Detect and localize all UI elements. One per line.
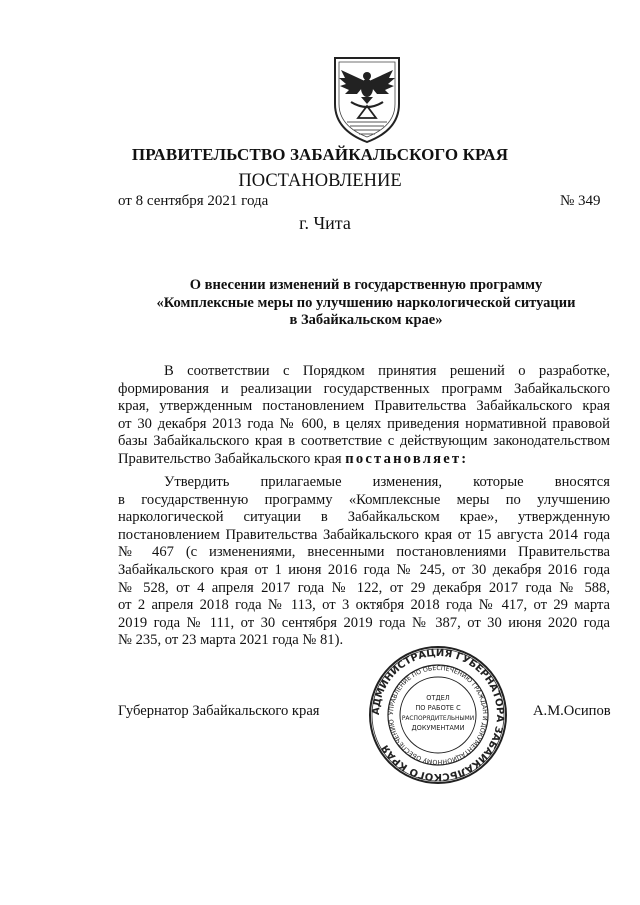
paragraph-line: от 30 декабря 2013 года № 600, в целях приведения нормативной правовой	[118, 415, 610, 432]
coat-of-arms-icon	[327, 52, 407, 146]
seal-center-line: ОТДЕЛ	[426, 694, 450, 702]
paragraph-line: наркологической ситуации в Забайкальском крае», утвержденную	[118, 509, 610, 526]
paragraph-line: формирования и реализации государственных программ Забайкальского	[118, 380, 610, 397]
seal-outer-text: АДМИНИСТРАЦИЯ ГУБЕРНАТОРА ЗАБАЙКАЛЬСКОГО КРАЯ	[370, 647, 506, 783]
paragraph-line: Забайкальского края от 1 июня 2016 года № 245, от 30 декабря 2016 года	[118, 561, 610, 578]
subject-line: «Комплексные меры по улучшению наркологической ситуации	[156, 294, 576, 311]
seal-center-line: ДОКУМЕНТАМИ	[411, 724, 465, 732]
signatory-name: А.М.Осипов	[533, 703, 611, 719]
paragraph-text: Правительство Забайкальского края	[118, 450, 342, 467]
paragraph-line: 2019 года № 111, от 30 сентября 2019 года № 387, от 30 июня 2020 года	[118, 614, 610, 631]
paragraph-line-last	[118, 451, 610, 469]
government-title: ПРАВИТЕЛЬСТВО ЗАБАЙКАЛЬСКОГО КРАЯ	[131, 145, 509, 164]
signatory-position: Губернатор Забайкальского края	[118, 703, 320, 719]
document-type: ПОСТАНОВЛЕНИЕ	[238, 171, 402, 191]
seal-center-line: РАСПОРЯДИТЕЛЬНЫМИ	[401, 716, 475, 722]
paragraph-line: базы Забайкальского края в соответствие с действующим законодательством	[118, 433, 610, 450]
document-date: от 8 сентября 2021 года	[118, 193, 269, 209]
paragraph-line: постановлением Правительства Забайкальского края от 15 августа 2014 года	[118, 526, 610, 543]
paragraph-line: Утвердить прилагаемые изменения, которые вносятся	[164, 474, 610, 490]
preamble-paragraph	[118, 363, 610, 469]
document-city: г. Чита	[299, 213, 351, 233]
paragraph-line: от 2 апреля 2018 года № 113, от 3 октября 2018 года № 417, от 29 марта	[118, 597, 610, 614]
paragraph-line: № 528, от 4 апреля 2017 года № 122, от 29 декабря 2017 года № 588,	[118, 579, 610, 596]
subject-line: О внесении изменений в государственную программу	[189, 277, 543, 293]
paragraph-line: № 235, от 23 марта 2021 года № 81).	[118, 632, 344, 649]
paragraph-line: края, утвержденным постановлением Правительства Забайкальского края	[118, 398, 610, 415]
decree-word: постановляет	[345, 450, 462, 467]
subject-line: в Забайкальском крае»	[289, 312, 443, 329]
seal-inner-text: УПРАВЛЕНИЕ ПО ОБЕСПЕЧЕНИЮ ГРАЖДАН И ДОКУМЕНТАЦИОННОМУ ОБЕСПЕЧЕНИЮ	[387, 664, 489, 766]
document-number: № 349	[560, 193, 601, 209]
decree-colon: :	[461, 450, 469, 467]
seal-center-line: ПО РАБОТЕ С	[415, 704, 461, 712]
paragraph-line: В соответствии с Порядком принятия решений о разработке,	[164, 363, 610, 379]
official-seal-icon	[367, 644, 509, 786]
paragraph-line: в государственную программу «Комплексные меры по улучшению	[118, 491, 610, 508]
paragraph-line: № 467 (с изменениями, внесенными постановлениями Правительства	[118, 544, 610, 561]
resolution-paragraph	[118, 474, 610, 650]
document-subject	[118, 276, 614, 329]
